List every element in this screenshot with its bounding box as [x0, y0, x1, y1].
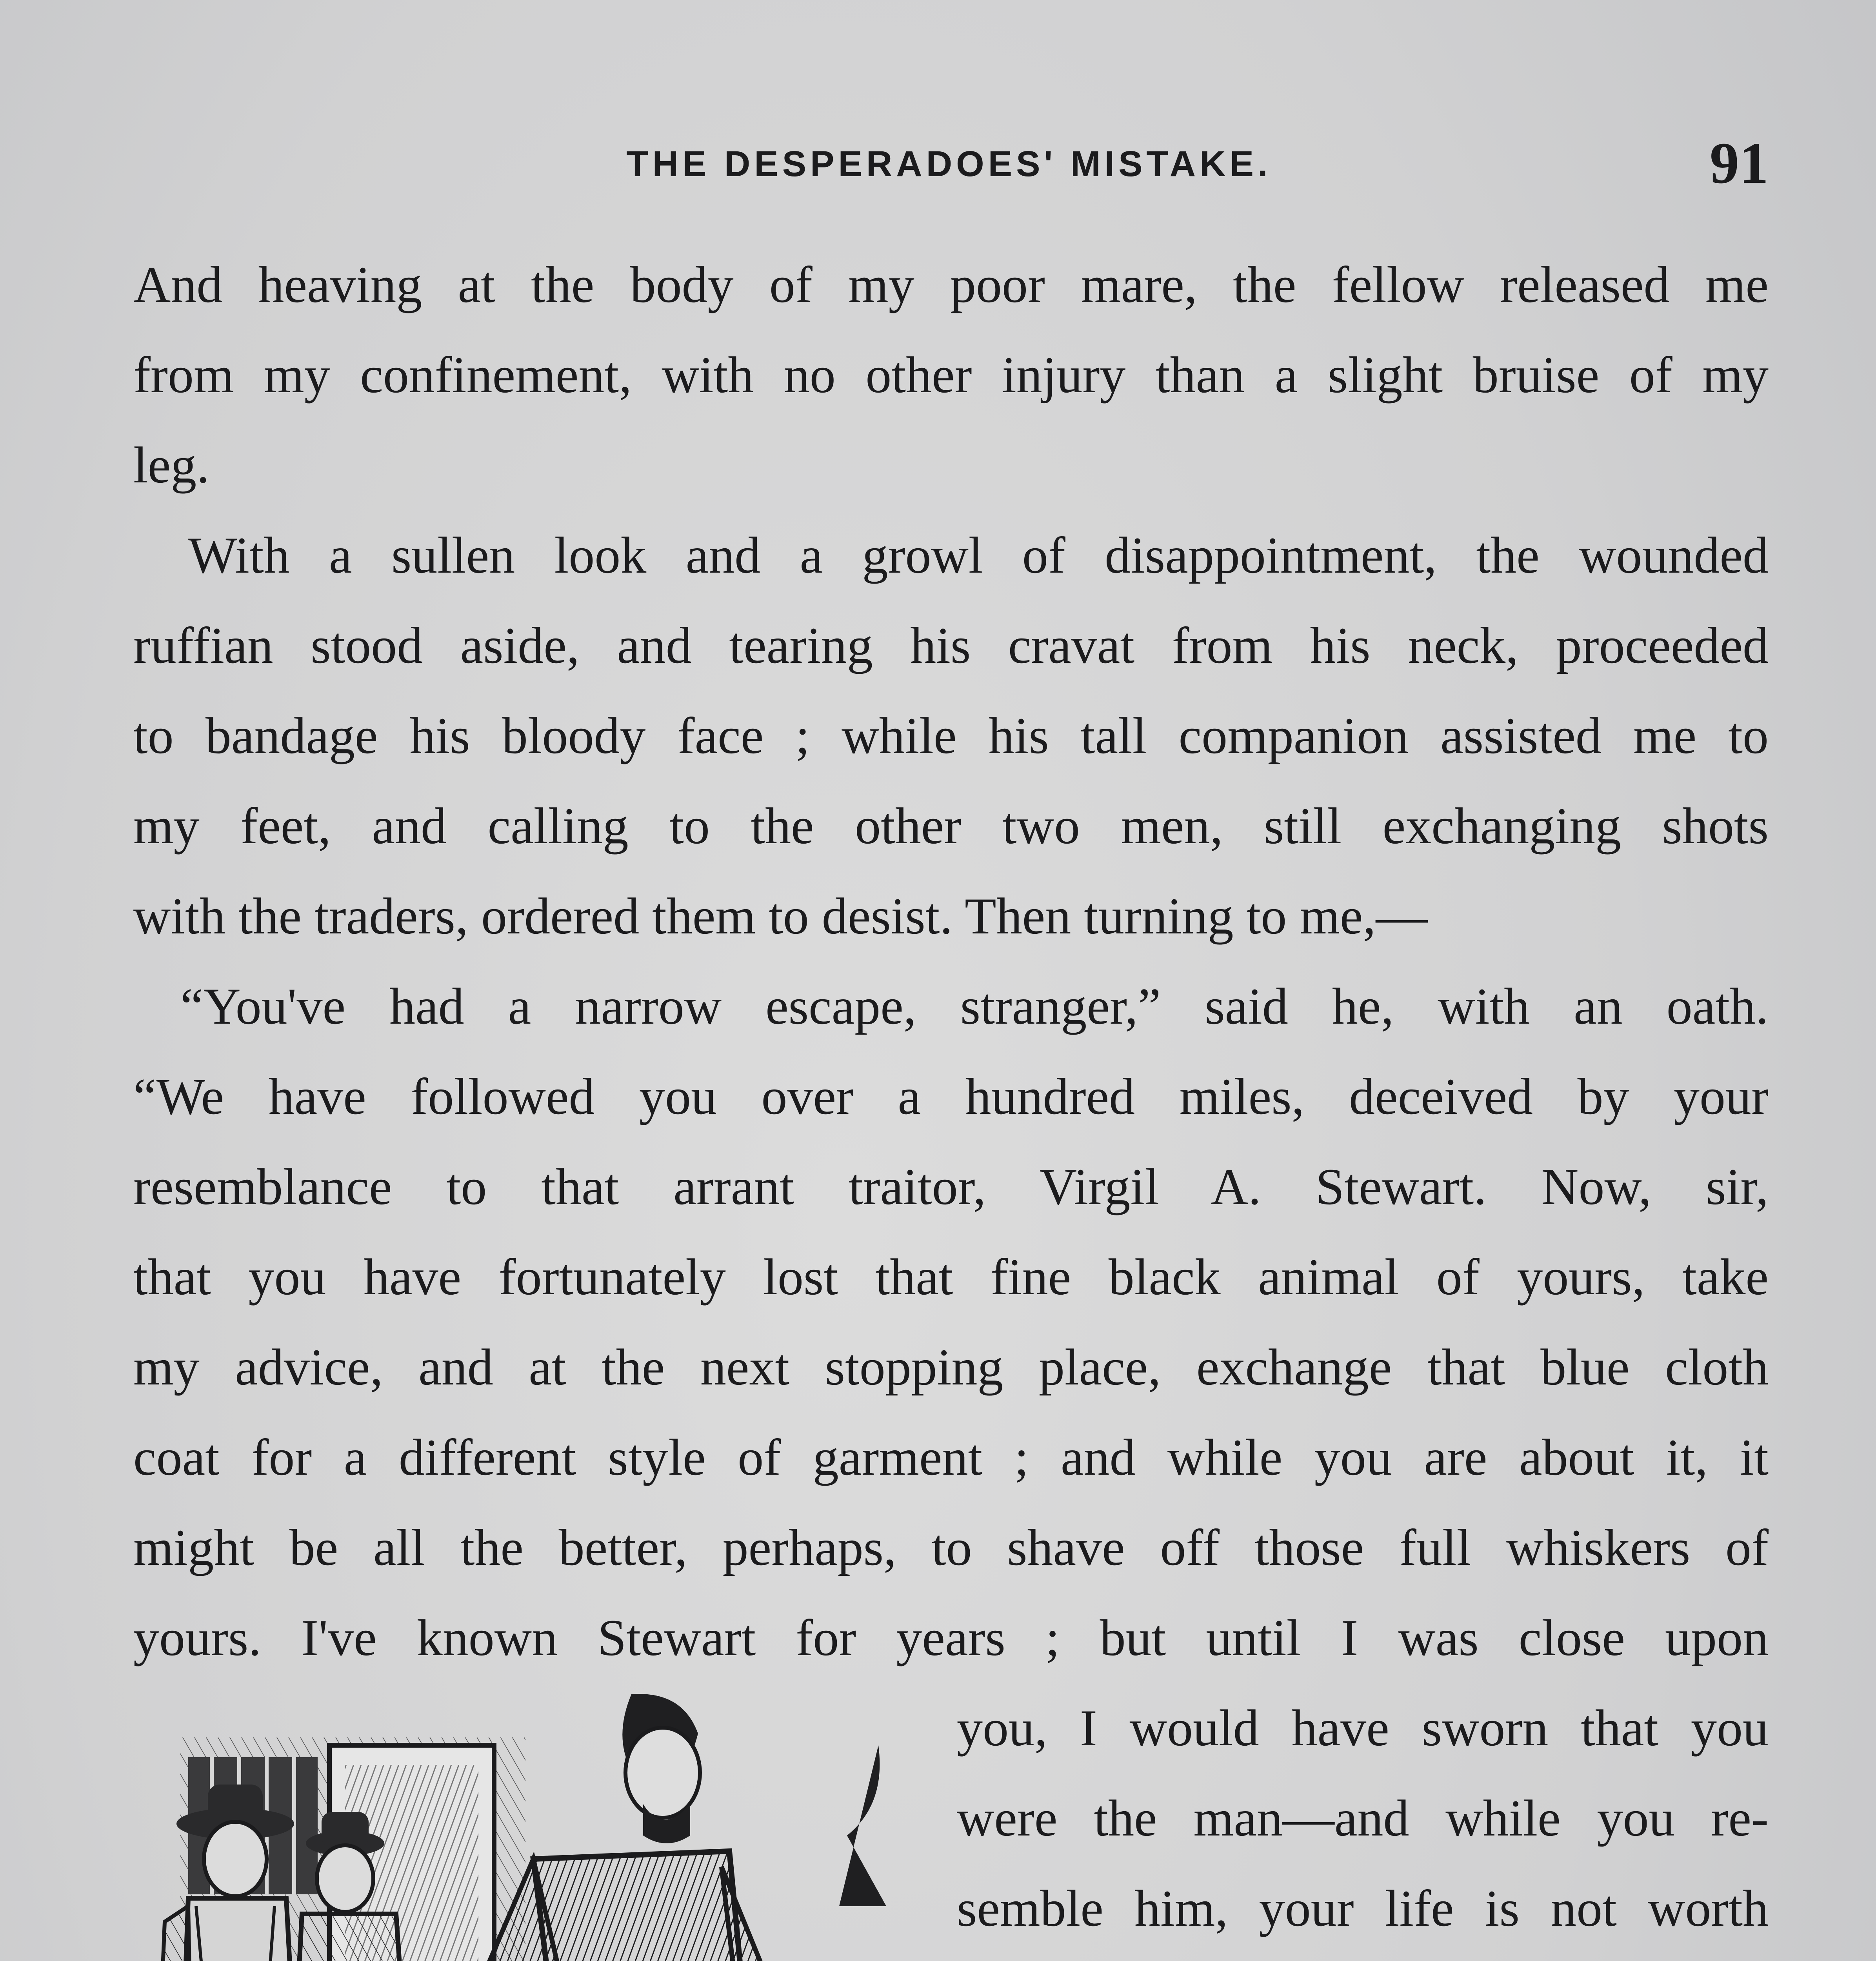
man-central-figure	[486, 1694, 816, 1961]
text-line: with the traders, ordered them to desist. Then turning to me,—	[133, 887, 1428, 945]
text-line: resemblance to that arrant traitor, Virgil A. Stewart. Now, sir,	[133, 1158, 1769, 1215]
text-line: from my confinement, with no other injury than a slight bruise of my	[133, 346, 1769, 404]
text-line: coat for a different style of garment ; and while you are about it, it	[133, 1428, 1769, 1486]
page-header	[129, 129, 1769, 196]
text-line: my advice, and at the next stopping place, exchange that blue cloth	[133, 1338, 1769, 1396]
text-line: “We have followed you over a hundred miles, deceived by your	[133, 1068, 1769, 1125]
text-line: that you have fortunately lost that fine black animal of yours, take	[133, 1248, 1769, 1306]
text-line: my feet, and calling to the other two men, still exchanging shots	[133, 797, 1769, 855]
text-line: you, I would have sworn that you	[957, 1699, 1769, 1757]
text-line: And heaving at the body of my poor mare, the fellow released me	[133, 256, 1769, 313]
text-line: semble him, your life is not worth	[957, 1879, 1769, 1937]
text-line: “You've had a narrow escape, stranger,” said he, with an oath.	[180, 977, 1769, 1035]
text-line: ruffian stood aside, and tearing his cravat from his neck, proceeded	[133, 617, 1769, 674]
text-line: to bandage his bloody face ; while his tall companion assisted me to	[133, 707, 1769, 764]
text-line: With a sullen look and a growl of disappointment, the wounded	[188, 526, 1769, 584]
forge-flame	[839, 1745, 886, 1906]
running-title: THE DESPERADOES' MISTAKE.	[626, 144, 1272, 184]
text-line: yours. I've known Stewart for years ; but until I was close upon	[133, 1609, 1769, 1666]
engraving-illustration	[141, 1686, 1161, 1961]
page-number: 91	[1710, 131, 1769, 196]
text-line: were the man—and while you re-	[957, 1789, 1769, 1847]
text-line: leg.	[133, 436, 210, 494]
text-line: might be all the better, perhaps, to shave off those full whiskers of	[133, 1519, 1769, 1576]
